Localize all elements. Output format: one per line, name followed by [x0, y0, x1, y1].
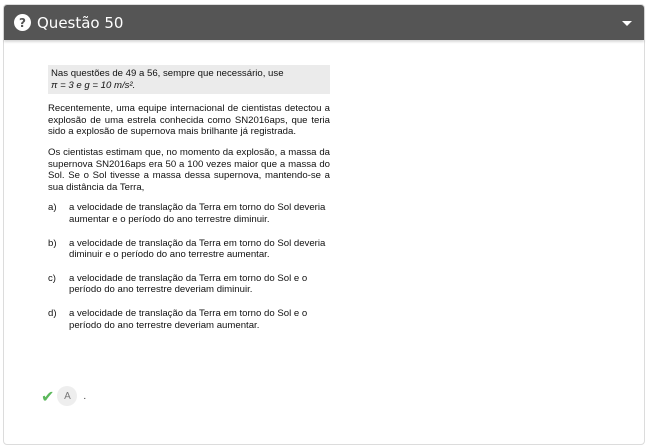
- answer-badge: A: [57, 386, 77, 406]
- answer-suffix: .: [83, 390, 87, 402]
- option-b[interactable]: [48, 238, 330, 261]
- option-a[interactable]: [48, 202, 330, 225]
- panel-title: Questão 50: [37, 13, 124, 32]
- question-paragraph-2: Os cientistas estimam que, no momento da explosão, a massa da supernova SN2016aps era 50 a 100 vezes maior que a massa do Sol. Se o Sol tivesse a massa dessa supernova, mantendo-se a sua distância da Terra,: [48, 146, 330, 193]
- question-circle-icon: ?: [14, 14, 31, 31]
- option-c[interactable]: [48, 273, 330, 296]
- option-letter: d): [48, 307, 57, 319]
- question-panel: [3, 4, 645, 445]
- panel-header[interactable]: [4, 5, 644, 40]
- instruction-line-1: Nas questões de 49 a 56, sempre que necessário, use: [51, 68, 284, 79]
- option-letter: a): [48, 202, 57, 214]
- checkmark-icon: ✔: [41, 386, 55, 406]
- option-text: a velocidade de translação da Terra em torno do Sol e o período do ano terrestre deveriam aumentar.: [69, 307, 308, 331]
- option-letter: b): [48, 237, 57, 249]
- options-list: [48, 202, 330, 331]
- question-paragraph-1: Recentemente, uma equipe internacional de cientistas detectou a explosão de uma estrela conhecida como SN2016aps, que teria sido a explosão de supernova mais brilhante já registrada.: [48, 103, 330, 138]
- caret-down-icon[interactable]: [622, 21, 632, 26]
- answer-row: [41, 386, 86, 406]
- option-letter: c): [48, 272, 56, 284]
- instruction-note: [48, 65, 330, 94]
- option-d[interactable]: [48, 308, 330, 331]
- question-body: [48, 65, 330, 343]
- option-text: a velocidade de translação da Terra em torno do Sol deveria aumentar e o período do ano terrestre diminuir.: [69, 202, 326, 225]
- option-text: a velocidade de translação da Terra em torno do Sol deveria diminuir e o período do ano terrestre aumentar.: [69, 237, 326, 261]
- instruction-line-2: π = 3 e g = 10 m/s².: [51, 79, 136, 91]
- option-text: a velocidade de translação da Terra em torno do Sol e o período do ano terrestre deveriam diminuir.: [69, 272, 308, 296]
